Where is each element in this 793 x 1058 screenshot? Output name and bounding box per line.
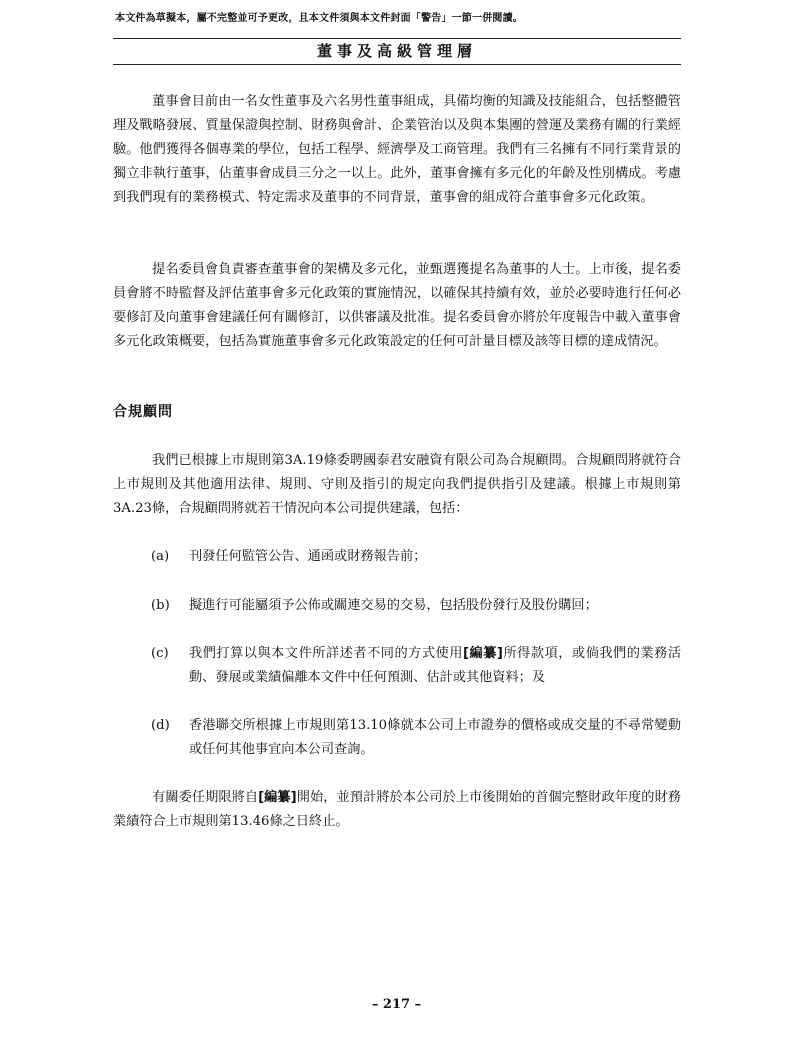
redacted-marker: [編纂] [462, 646, 503, 661]
board-composition-paragraph [113, 90, 681, 210]
redacted-marker: [編纂] [258, 790, 297, 805]
list-item-text [189, 642, 681, 690]
section-heading-compliance-adviser: 合規顧問 [113, 404, 173, 420]
paragraph-text: 提名委員會負責審查董事會的架構及多元化，並甄選獲提名為董事的人士。上市後，提名委員會將不時監督及評估董事會多元化政策的實施情況，以確保其持續有效，並於必要時進行任何必要修訂及向董事會建議任何有關修訂，以供審議及批准。提名委員會亦將於年度報告中載入董事會多元化政策概要，包括為實施董事會多元化政策設定的任何可計量目標及該等目標的達成情況。 [113, 262, 681, 349]
compliance-adviser-paragraph [113, 449, 681, 521]
paragraph-text: 董事會目前由一名女性董事及六名男性董事組成，具備均衡的知識及技能組合，包括整體管理及戰略發展、質量保證與控制、財務與會計、企業管治以及與本集團的營運及業務有關的行業經驗。他們獲得各個專業的學位，包括工程學、經濟學及工商管理。我們有三名擁有不同行業背景的獨立非執行董事，佔董事會成員三分之一以上。此外，董事會擁有多元化的年齡及性別構成。考慮到我們現有的業務模式、特定需求及董事的不同背景，董事會的組成符合董事會多元化政策。 [113, 94, 681, 205]
list-item-label: (c) [151, 646, 169, 661]
list-item-label: (b) [151, 598, 170, 613]
list-item-label: (a) [151, 549, 170, 564]
draft-notice: 本文件為草擬本，屬不完整並可予更改，且本文件須與本文件封面「警告」一節一併閱讀。 [115, 13, 523, 24]
header-rule-top [113, 38, 681, 39]
closing-text-before: 有關委任期限將自 [152, 790, 259, 805]
nomination-committee-paragraph [113, 258, 681, 354]
list-item-text: 擬進行可能屬須予公佈或關連交易的交易，包括股份發行及股份購回； [189, 598, 598, 613]
term-of-appointment-paragraph [113, 786, 681, 834]
list-item-text: 刊發任何監管公告、通函或財務報告前； [189, 549, 427, 564]
page-number: – 217 – [371, 997, 422, 1012]
list-item [151, 642, 681, 690]
header-rule-bottom [113, 64, 681, 65]
list-item-text: 香港聯交所根據上市規則第13.10條就本公司上市證券的價格或成交量的不尋常變動或任何其他事宜向本公司查詢。 [189, 718, 681, 757]
list-item [151, 594, 681, 618]
list-item-text-after: 所得款項，或倘我們的業務活動、發展或業績偏離本文件中任何預測、估計或其他資料；及 [189, 646, 682, 685]
list-item [151, 545, 681, 569]
closing-text-after: 開始，並預計將於本公司於上市後開始的首個完整財政年度的財務業績符合上市規則第13.46條之日終止。 [113, 790, 681, 829]
list-item [151, 714, 681, 762]
page-title: 董事及高級管理層 [316, 42, 477, 60]
list-item-text-before: 我們打算以與本文件所詳述者不同的方式使用 [189, 646, 463, 661]
paragraph-text: 我們已根據上市規則第3A.19條委聘國泰君安融資有限公司為合規顧問。合規顧問將就符合上市規則及其他適用法律、規則、守則及指引的規定向我們提供指引及建議。根據上市規則第3A.23條，合規顧問將就若干情況向本公司提供建議，包括： [113, 453, 681, 516]
list-item-label: (d) [151, 718, 170, 733]
